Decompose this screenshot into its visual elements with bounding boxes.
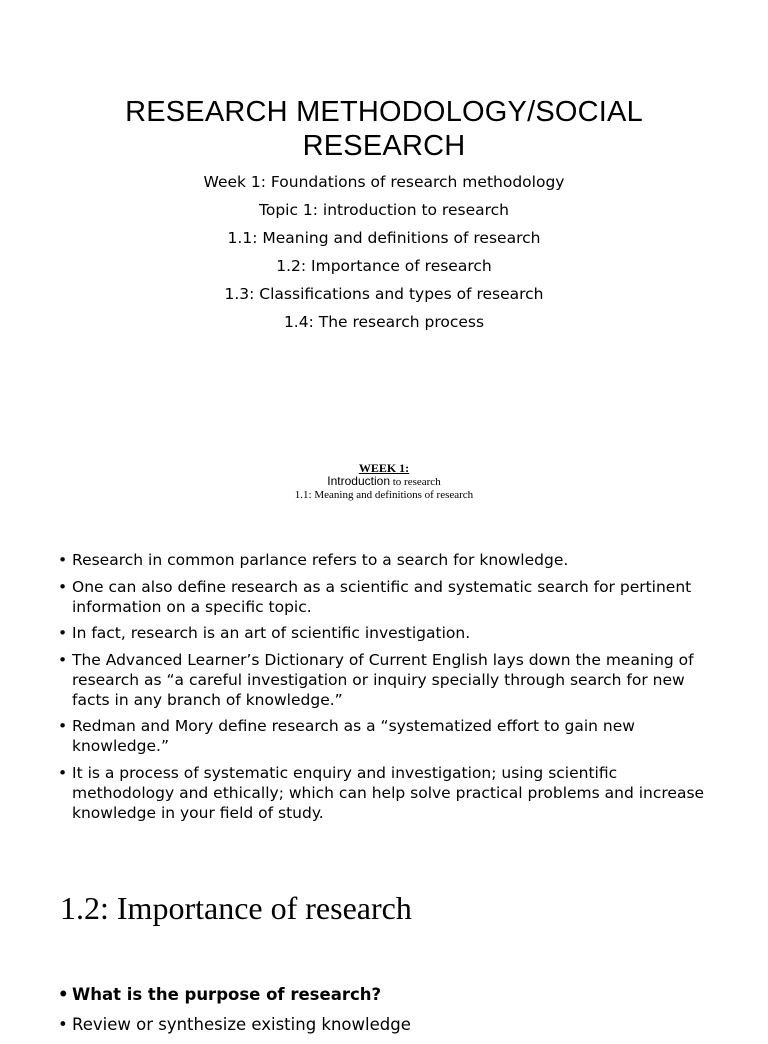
- week-header-block: [180, 462, 588, 502]
- week-subheading: [180, 475, 588, 489]
- bullet-item: • The Advanced Learner’s Dictionary of Current English lays down the meaning of research as “a careful investigation or inquiry specially through search for new facts in any branch of knowledge.”: [58, 650, 718, 710]
- week-intro-word: Introduction: [327, 474, 390, 488]
- toc-item: Week 1: Foundations of research methodology: [203, 173, 565, 191]
- purpose-question: • What is the purpose of research?: [58, 984, 411, 1006]
- week-topic-line: 1.1: Meaning and definitions of research: [294, 489, 474, 501]
- toc-item: 1.2: Importance of research: [276, 257, 492, 275]
- section-heading: 1.2: Importance of research: [60, 890, 412, 926]
- document-title: RESEARCH METHODOLOGY/SOCIAL RESEARCH: [125, 96, 643, 162]
- toc-item: 1.3: Classifications and types of research: [224, 285, 544, 303]
- toc-item: 1.4: The research process: [283, 313, 485, 331]
- bullet-item: • It is a process of systematic enquiry and investigation; using scientific methodology and ethically; which can help solve practical problems and increase knowledge in your field of study.: [58, 763, 718, 823]
- week-intro-rest: to research: [390, 476, 441, 488]
- bullet-item: • In fact, research is an art of scientific investigation.: [58, 623, 718, 643]
- week-heading: WEEK 1:: [358, 461, 410, 475]
- purpose-bullet-list: [58, 984, 411, 1044]
- bullet-item: • Research in common parlance refers to a search for knowledge.: [58, 550, 718, 570]
- definition-bullet-list: [58, 550, 718, 829]
- bullet-item: • One can also define research as a scientific and systematic search for pertinent information on a specific topic.: [58, 577, 718, 617]
- toc-item: Topic 1: introduction to research: [259, 201, 509, 219]
- bullet-item: • Redman and Mory define research as a “systematized effort to gain new knowledge.”: [58, 716, 718, 756]
- purpose-item: • Review or synthesize existing knowledge: [58, 1014, 411, 1036]
- toc-item: 1.1: Meaning and definitions of research: [227, 229, 541, 247]
- table-of-contents: [60, 170, 708, 338]
